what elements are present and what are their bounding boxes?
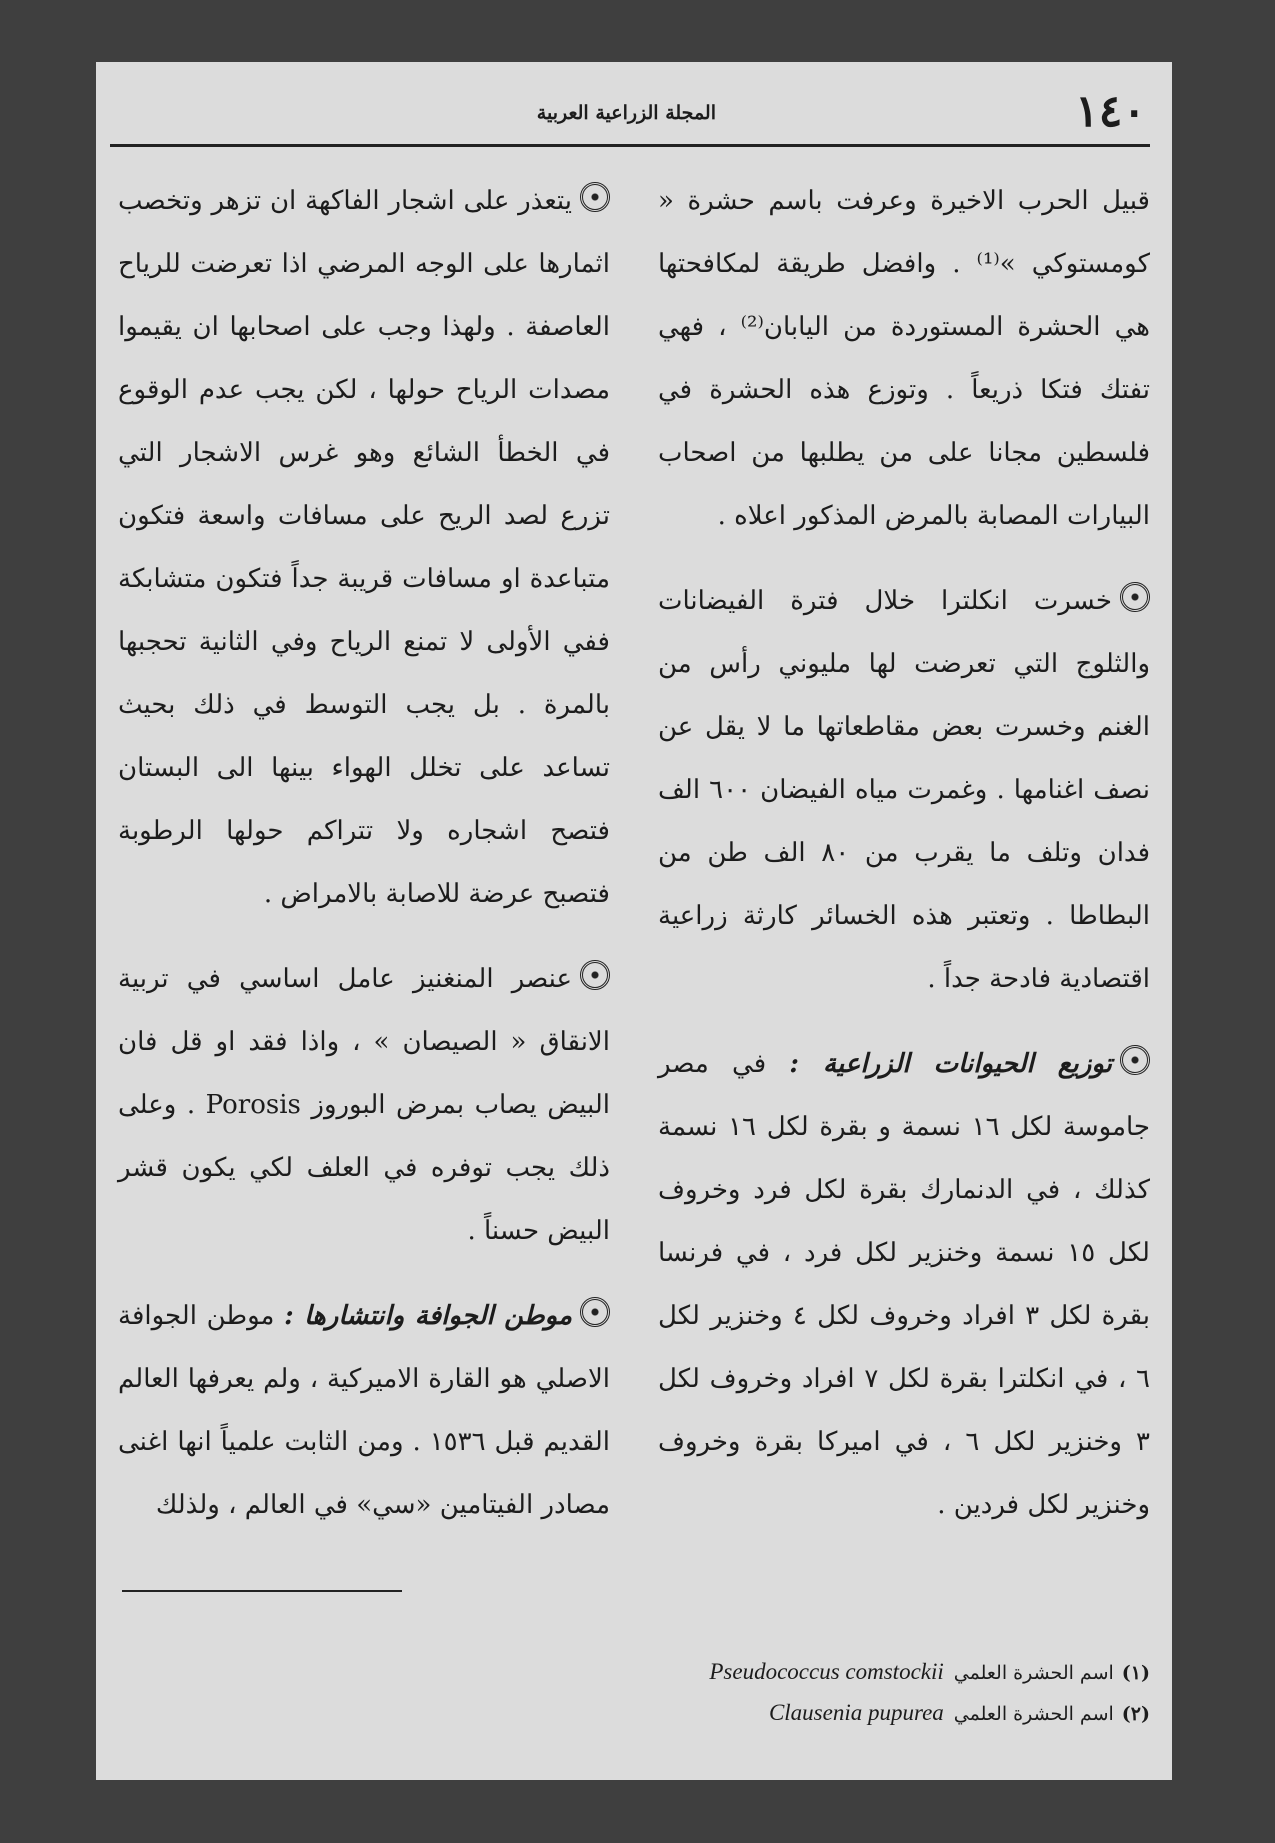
rosette-icon <box>1120 1045 1150 1075</box>
rosette-icon <box>1120 582 1150 612</box>
page-header <box>110 86 1146 144</box>
paragraph-windbreaks <box>118 170 610 926</box>
footnote-number: (٢) <box>1121 1703 1150 1725</box>
footnote-latin-name: Pseudococcus comstockii <box>709 1659 944 1684</box>
header-rule <box>110 144 1150 147</box>
footnote-number: (١) <box>1121 1662 1150 1684</box>
paragraph-text: خسرت انكلترا خلال فترة الفيضانات والثلوج التي تعرضت لها مليوني رأس من الغنم وخسرت بعض مقاطعاتها ما لا يقل عن نصف اغنامها . وغمرت مياه الفيضان ٦٠٠ الف فدان وتلف ما يقرب من ٨٠ الف طن من البطاطا . وتعتبر هذه الخسائر كارثة زراعية اقتصادية فادحة جداً . <box>658 586 1151 994</box>
paragraph-guava-origin <box>118 1285 610 1537</box>
paragraph-text: يتعذر على اشجار الفاكهة ان تزهر وتخصب اثمارها على الوجه المرضي اذا تعرضت للرياح العاصفة . ولهذا وجب على اصحابها ان يقيموا مصدات الرياح حولها ، لكن يجب عدم الوقوع في الخطأ الشائع وهو غرس الاشجار التي تزرع لصد الريح على مسافات واسعة فتكون متباعدة او مسافات قريبة جداً فتكون متشابكة ففي الأولى لا تمنع الرياح وفي الثانية تحجبها بالمرة . بل يجب التوسط في ذلك بحيث تساعد على تخلل الهواء بينها الى البستان فتصح اشجاره ولا تتراكم حولها الرطوبة فتصبح عرضة للاصابة بالامراض . <box>118 186 610 909</box>
running-title: المجلة الزراعية العربية <box>536 102 716 124</box>
page-number: ١٤٠ <box>1075 86 1146 137</box>
paragraph-title: موطن الجوافة وانتشارها : <box>284 1301 572 1331</box>
paragraph-manganese <box>118 948 610 1263</box>
footnote-2 <box>110 1693 1150 1734</box>
footnote-1 <box>110 1652 1150 1693</box>
footnotes <box>110 1652 1150 1734</box>
paragraph-text: عنصر المنغنيز عامل اساسي في تربية الانقاق « الصيصان » ، واذا فقد او قل فان البيض يصاب بمرض البوروز Porosis . وعلى ذلك يجب توفره في العلف لكي يكون قشر البيض حسناً . <box>118 964 610 1246</box>
rosette-icon <box>580 182 610 212</box>
footnote-label: اسم الحشرة العلمي <box>953 1703 1114 1725</box>
footnote-label: اسم الحشرة العلمي <box>953 1662 1114 1684</box>
footnote-rule <box>122 1590 402 1592</box>
right-column <box>658 174 1150 1559</box>
left-column <box>118 174 610 1559</box>
paragraph-livestock-distribution <box>658 1033 1150 1537</box>
paragraph-text: في مصر جاموسة لكل ١٦ نسمة و بقرة لكل ١٦ نسمة كذلك ، في الدنمارك بقرة لكل فرد وخروف لكل ١٥ نسمة وخنزير لكل فرد ، في فرنسا بقرة لكل ٣ افراد وخروف لكل ٤ وخنزير لكل ٦ ، في انكلترا بقرة لكل ٧ افراد وخروف لكل ٣ وخنزير لكل ٦ ، في اميركا بقرة وخروف وخنزير لكل فردين . <box>658 1049 1151 1520</box>
paragraph-mealybug-control <box>658 170 1150 548</box>
rosette-icon <box>580 960 610 990</box>
paragraph-text: موطن الجوافة الاصلي هو القارة الاميركية ، ولم يعرفها العالم القديم قبل ١٥٣٦ . ومن الثابت علمياً انها اغنى مصادر الفيتامين «سي» في العالم ، ولذلك <box>118 1301 610 1520</box>
paragraph-text: قبيل الحرب الاخيرة وعرفت باسم حشرة « كومستوكي »⁽¹⁾ . وافضل طريقة لمكافحتها هي الحشرة المستوردة من اليابان⁽²⁾ ، فهي تفتك فتكا ذريعاً . وتوزع هذه الحشرة في فلسطين مجانا على من يطلبها من اصحاب البيارات المصابة بالمرض المذكور اعلاه . <box>658 186 1150 531</box>
footnote-latin-name: Clausenia pupurea <box>768 1700 944 1725</box>
paragraph-title: توزيع الحيوانات الزراعية : <box>789 1049 1113 1079</box>
rosette-icon <box>580 1297 610 1327</box>
page <box>96 62 1172 1780</box>
paragraph-england-floods <box>658 570 1150 1011</box>
